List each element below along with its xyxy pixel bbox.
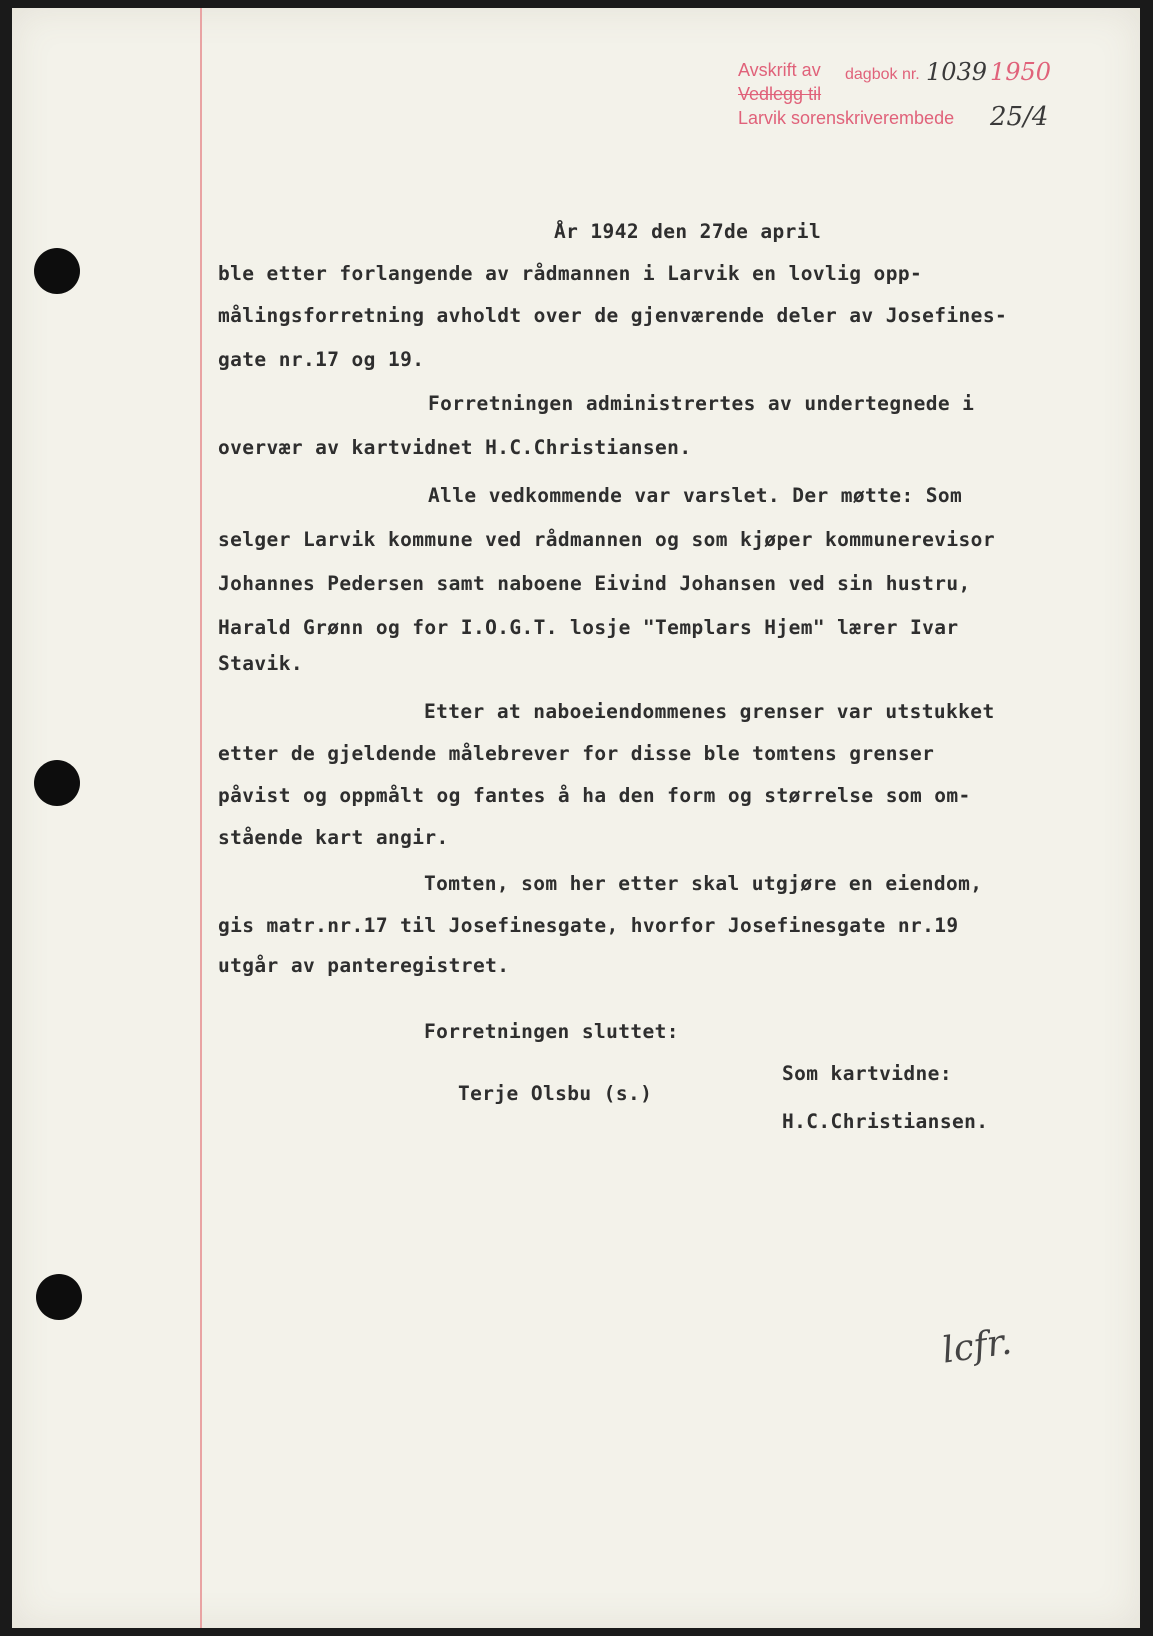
- stamp-line-1: Avskrift av: [738, 60, 821, 80]
- document-page: [12, 8, 1140, 1628]
- text-line: Etter at naboeiendommenes grenser var utstukket: [424, 700, 995, 723]
- text-line: Harald Grønn og for I.O.G.T. losje "Templars Hjem" lærer Ivar: [218, 616, 959, 639]
- punch-hole: [36, 1274, 82, 1320]
- text-line: Johannes Pedersen samt naboene Eivind Johansen ved sin hustru,: [218, 572, 971, 595]
- stamp-number: 1039: [926, 58, 988, 86]
- text-line: Stavik.: [218, 652, 303, 675]
- text-line: Tomten, som her etter skal utgjøre en eiendom,: [424, 872, 983, 895]
- text-line: selger Larvik kommune ved rådmannen og som kjøper kommunerevisor: [218, 528, 995, 551]
- stamp-date: 25/4: [990, 102, 1049, 132]
- witness-label: Som kartvidne:: [782, 1062, 952, 1085]
- text-line: utgår av panteregistret.: [218, 954, 510, 977]
- stamp-line-1b: dagbok nr.: [845, 66, 920, 83]
- text-line: Forretningen administrertes av undertegnede i: [428, 392, 975, 415]
- text-line: etter de gjeldende målebrever for disse ble tomtens grenser: [218, 742, 935, 765]
- text-line: påvist og oppmålt og fantes å ha den form og størrelse som om-: [218, 784, 971, 807]
- margin-rule: [200, 8, 202, 1628]
- text-line: Alle vedkommende var varslet. Der møtte: Som: [428, 484, 963, 507]
- text-line: gate nr.17 og 19.: [218, 348, 425, 371]
- text-line: gis matr.nr.17 til Josefinesgate, hvorfor Josefinesgate nr.19: [218, 914, 959, 937]
- stamp-line-3: Larvik sorenskriverembede: [738, 108, 955, 128]
- handwritten-signature: lcfr.: [939, 1321, 1015, 1372]
- witness-name: H.C.Christiansen.: [782, 1110, 989, 1133]
- text-line: målingsforretning avholdt over de gjenværende deler av Josefines-: [218, 304, 1008, 327]
- text-line: overvær av kartvidnet H.C.Christiansen.: [218, 436, 692, 459]
- closing-line: Forretningen sluttet:: [424, 1020, 679, 1043]
- stamp-line-2: Vedlegg til: [738, 84, 822, 104]
- text-line: År 1942 den 27de april: [554, 220, 822, 243]
- text-line: ble etter forlangende av rådmannen i Larvik en lovlig opp-: [218, 262, 923, 285]
- punch-hole: [34, 248, 80, 294]
- punch-hole: [34, 760, 80, 806]
- left-signer: Terje Olsbu (s.): [458, 1082, 653, 1105]
- stamp-year: 1950: [990, 58, 1052, 86]
- text-line: stående kart angir.: [218, 826, 449, 849]
